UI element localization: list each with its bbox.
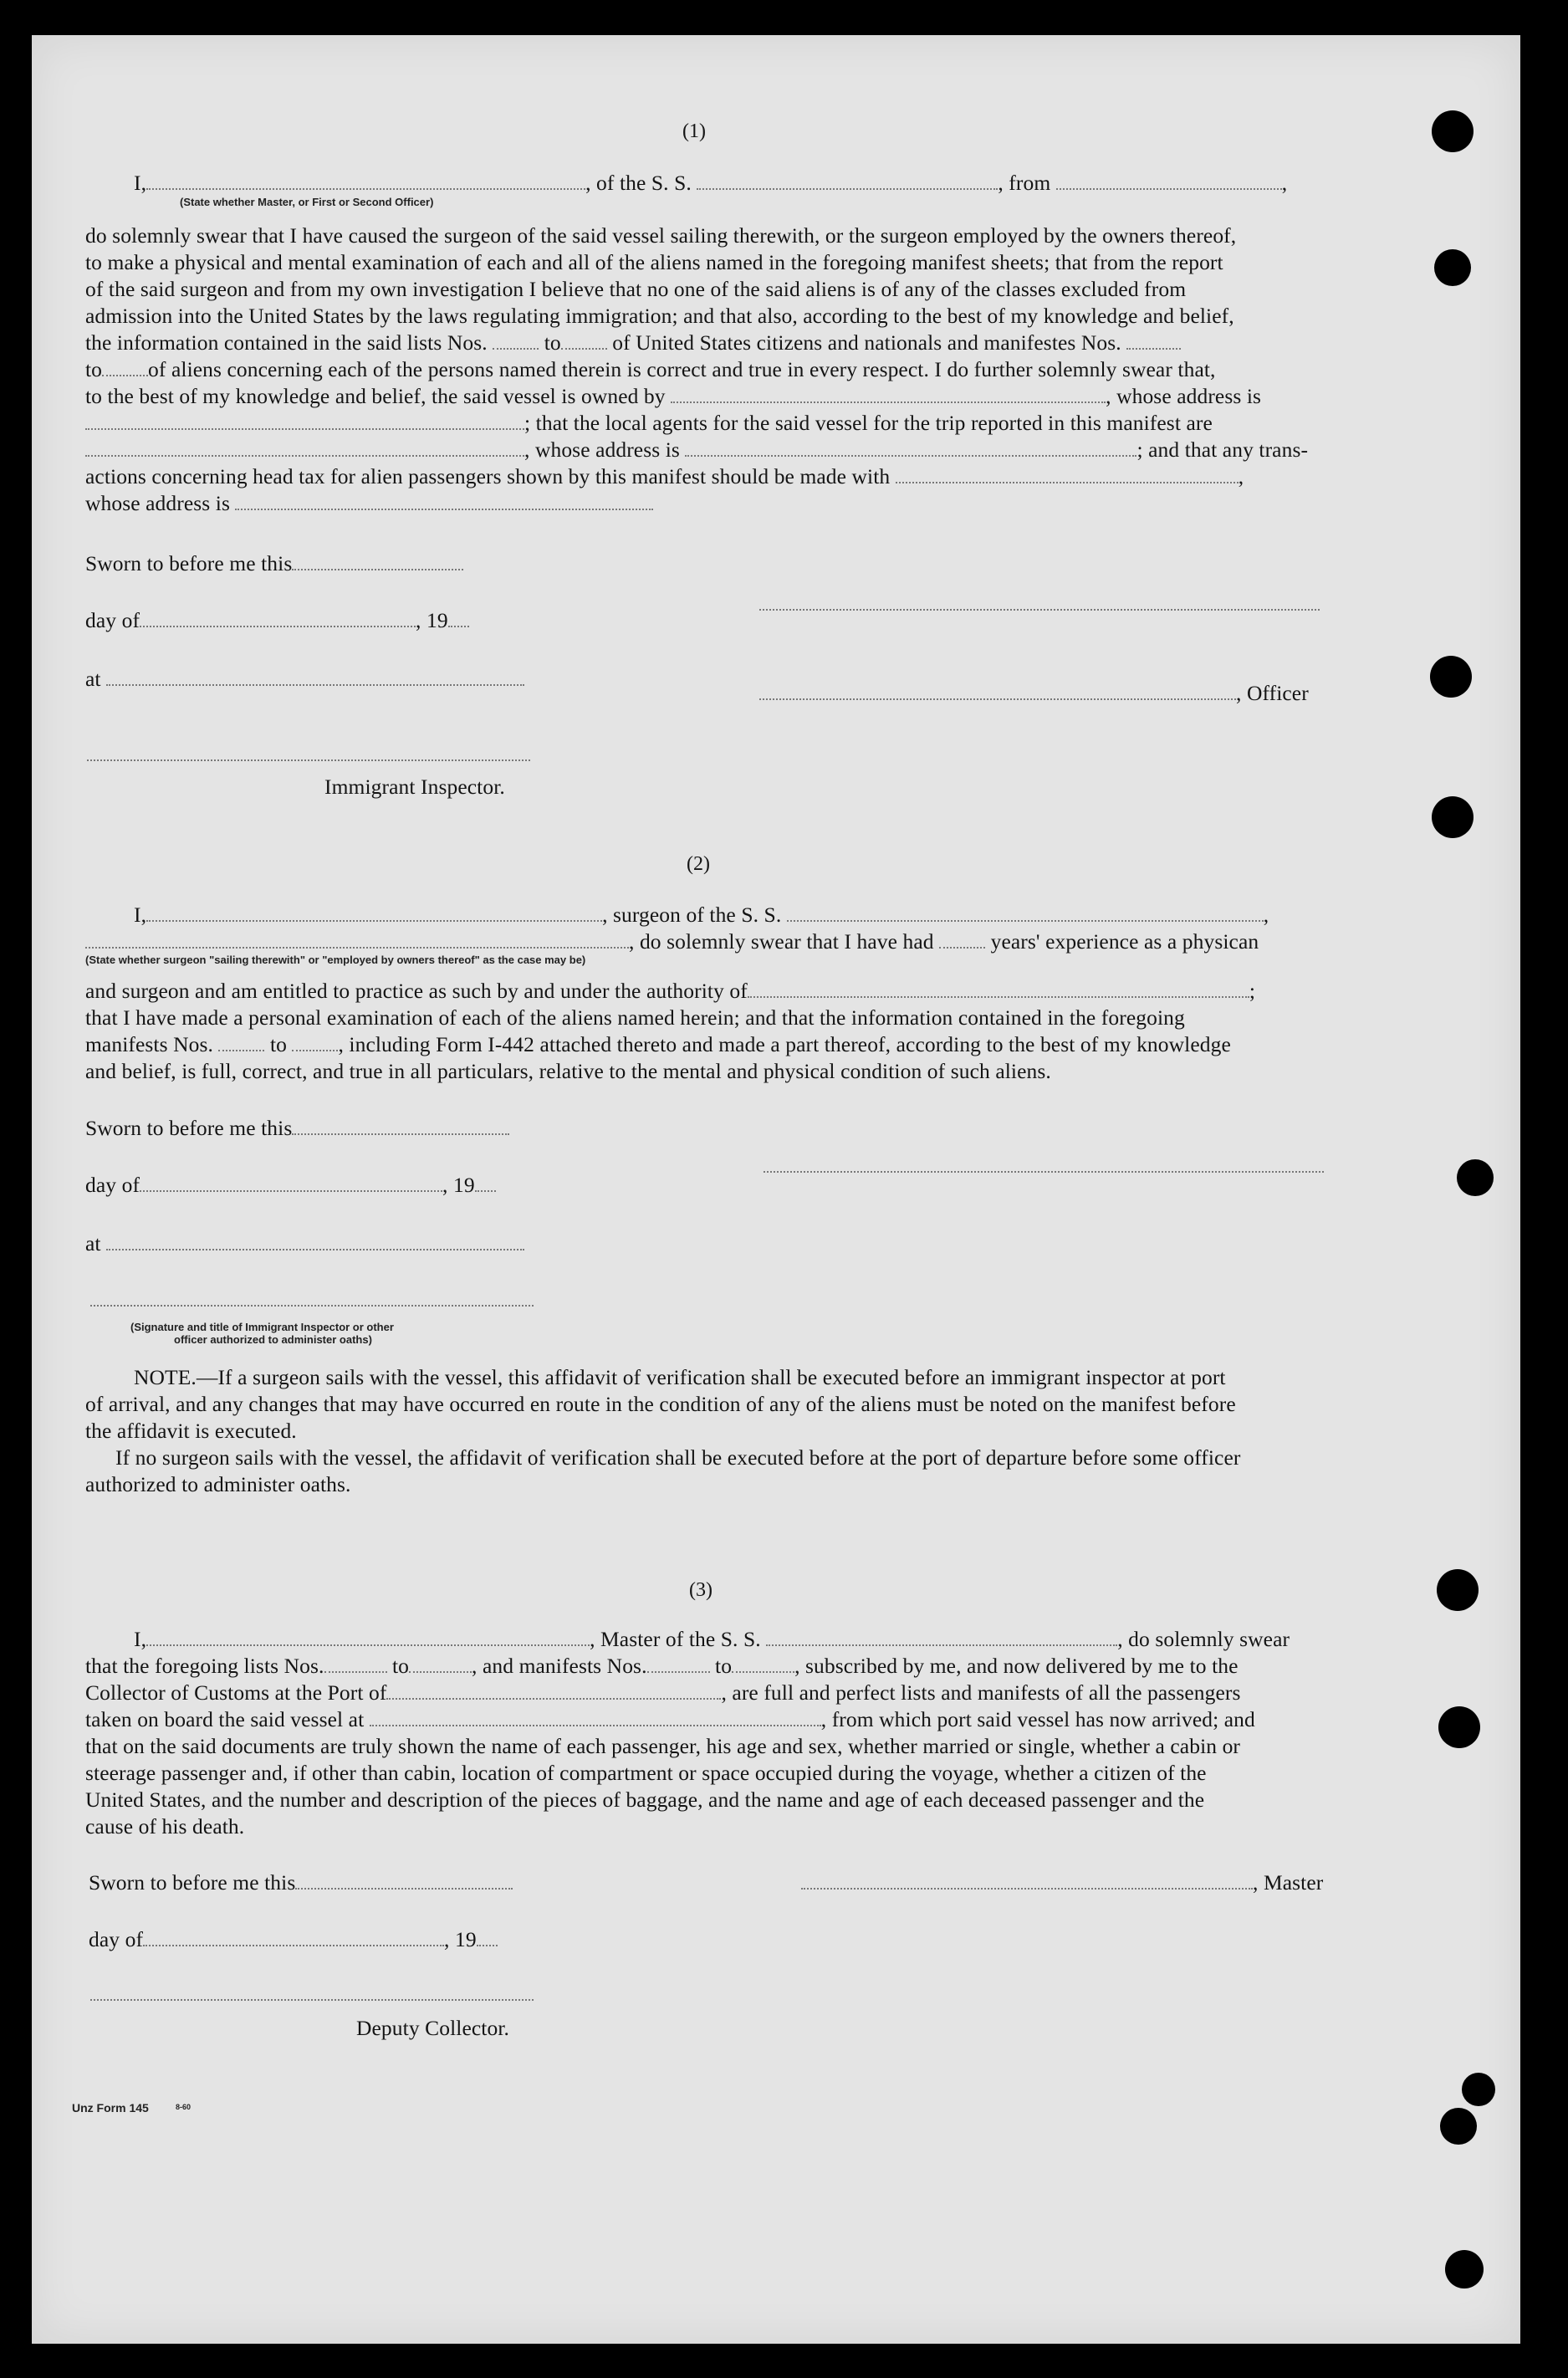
s2-manifest-from-field[interactable] (218, 1035, 264, 1051)
s3-port-field[interactable] (386, 1683, 721, 1700)
owner-name-field[interactable] (671, 386, 1106, 403)
note-line-5: authorized to administer oaths. (85, 1472, 351, 1496)
s2-sworn-date-field[interactable] (292, 1118, 509, 1135)
s1-para-line-6: to of aliens concerning each of the persons named therein is correct and true in every respect. I do further solemnly swear that, (85, 357, 1216, 381)
s1-para-line-10: actions concerning head tax for alien passengers shown by this manifest should be made with , (85, 464, 1244, 488)
form-code: 8-60 (176, 2103, 192, 2111)
s3-dayof-line: day of , 19 (89, 1927, 498, 1952)
s2-line-1: I, , surgeon of the S. S. , (134, 903, 1269, 927)
punch-hole (1438, 1706, 1480, 1748)
citizen-list-to-field[interactable] (561, 333, 607, 350)
s2-para-line-1: and surgeon and am entitled to practice as such by and under the authority of ; (85, 979, 1256, 1003)
s3-deputy-label: Deputy Collector. (356, 2016, 510, 2040)
s3-vessel-field[interactable] (766, 1629, 1117, 1646)
s2-para-line-3: manifests Nos. to , including Form I-442 attached thereto and made a part thereof, according to the best of my knowledge (85, 1032, 1231, 1056)
s1-officer-note: (State whether Master, or First or Second Officer) (180, 196, 434, 208)
s2-dayof-line: day of , 19 (85, 1173, 496, 1198)
s1-officer-line: , Officer (759, 681, 1309, 706)
s1-inspector-label: Immigrant Inspector. (324, 775, 505, 799)
form-number: Unz Form 145 (72, 2101, 149, 2115)
local-agents-field[interactable] (85, 440, 524, 457)
s2-surgeon-note: (State whether surgeon "sailing therewith" or "employed by owners thereof" as the case may be) (85, 954, 586, 966)
punch-hole (1432, 110, 1474, 152)
s3-master-signature-field[interactable] (801, 1873, 1253, 1890)
s2-vessel-field[interactable] (787, 905, 1264, 922)
s2-day-field[interactable] (140, 1175, 442, 1192)
head-tax-contact-field[interactable] (896, 467, 1239, 483)
s1-para-line-3: of the said surgeon and from my own investigation I believe that no one of the said aliens is of any of the classes excluded from (85, 277, 1187, 301)
s2-surgeon-name-field[interactable] (146, 905, 602, 922)
s3-para-line-6: steerage passenger and, if other than cabin, location of compartment or space occupied during the voyage, whether a citizen of the (85, 1761, 1207, 1785)
s2-inspector-signature-line[interactable] (90, 1290, 534, 1307)
s3-lists-to-field[interactable] (409, 1656, 472, 1673)
s1-line-1: I, , of the S. S. , from , (134, 171, 1288, 195)
s1-dayof-line: day of , 19 (85, 608, 469, 633)
punch-hole (1434, 249, 1471, 286)
s3-para-line-7: United States, and the number and description of the pieces of baggage, and the name and age of each deceased passenger and the (85, 1787, 1205, 1812)
s2-year-field[interactable] (475, 1175, 496, 1192)
s1-para-line-8: ; that the local agents for the said vessel for the trip reported in this manifest are (85, 411, 1213, 436)
s2-manifest-to-field[interactable] (292, 1035, 338, 1051)
section-1-number: (1) (682, 120, 706, 142)
s1-para-line-11: whose address is (85, 491, 653, 516)
s2-at-field[interactable] (106, 1234, 524, 1250)
s1-sworn-date-field[interactable] (292, 554, 463, 570)
s1-day-field[interactable] (140, 611, 416, 627)
s3-day-field[interactable] (143, 1930, 444, 1946)
s3-line-1: I, , Master of the S. S. , do solemnly swear (134, 1627, 1290, 1651)
s2-years-field[interactable] (939, 932, 985, 949)
s3-para-line-8: cause of his death. (85, 1814, 245, 1838)
note-line-1: NOTE.—If a surgeon sails with the vessel, this affidavit of verification shall be executed before an immigrant inspector at port (134, 1365, 1226, 1389)
s1-para-line-2: to make a physical and mental examination of each and all of the aliens named in the foregoing manifest sheets; that from the report (85, 250, 1223, 274)
s3-manifests-to-field[interactable] (732, 1656, 794, 1673)
punch-hole (1432, 796, 1474, 838)
punch-hole (1437, 1569, 1479, 1611)
s3-manifests-from-field[interactable] (647, 1656, 710, 1673)
s3-para-line-4: taken on board the said vessel at , from which port said vessel has now arrived; and (85, 1707, 1255, 1731)
s1-officer-signature-field[interactable] (759, 683, 1236, 700)
s1-inspector-line[interactable] (87, 744, 530, 761)
owner-address-field[interactable] (85, 413, 524, 430)
citizen-list-from-field[interactable] (493, 333, 539, 350)
s1-at-line: at (85, 667, 524, 692)
s2-line-2: , do solemnly swear that I have had years' experience as a physican (85, 929, 1259, 954)
s2-sworn-line: Sworn to before me this (85, 1116, 509, 1141)
s1-sworn-line: Sworn to before me this (85, 551, 463, 576)
s1-para-line-9: , whose address is ; and that any trans- (85, 437, 1308, 463)
s2-sig-note-2: officer authorized to administer oaths) (174, 1333, 372, 1346)
form-sheet (32, 35, 1520, 2344)
s3-para-line-2: that the foregoing lists Nos. to , and manifests Nos. to , subscribed by me, and now delivered by me to the (85, 1654, 1239, 1678)
s3-para-line-3: Collector of Customs at the Port of , are full and perfect lists and manifests of all the passengers (85, 1680, 1241, 1705)
s1-signature-line[interactable] (759, 594, 1320, 611)
s2-surgeon-type-field[interactable] (85, 932, 629, 949)
s2-sig-note-1: (Signature and title of Immigrant Inspector or other (130, 1321, 394, 1333)
s3-sworn-line: Sworn to before me this (89, 1870, 513, 1895)
punch-hole (1430, 656, 1472, 698)
manifest-no-field[interactable] (1126, 333, 1181, 350)
head-tax-address-field[interactable] (235, 493, 653, 510)
punch-hole (1440, 2108, 1477, 2145)
from-port-field[interactable] (1056, 173, 1282, 190)
punch-hole (1462, 2073, 1495, 2106)
punch-hole (1457, 1159, 1494, 1196)
s3-lists-from-field[interactable] (324, 1656, 387, 1673)
s3-master-name-field[interactable] (146, 1629, 590, 1646)
section-2-number: (2) (687, 853, 710, 875)
s2-para-line-4: and belief, is full, correct, and true in all particulars, relative to the mental and physical condition of such aliens. (85, 1059, 1051, 1083)
manifest-to-field[interactable] (102, 360, 148, 376)
s1-para-line-1: do solemnly swear that I have caused the surgeon of the said vessel sailing therewith, or the surgeon employed by the owners thereof, (85, 223, 1237, 248)
vessel-name-field[interactable] (697, 173, 998, 190)
s3-sworn-date-field[interactable] (295, 1873, 513, 1890)
s2-authority-field[interactable] (748, 981, 1249, 998)
s1-para-line-7: to the best of my knowledge and belief, the said vessel is owned by , whose address is (85, 384, 1262, 408)
s3-master-line: , Master (801, 1870, 1323, 1895)
s1-at-field[interactable] (106, 669, 524, 686)
s2-para-line-2: that I have made a personal examination of each of the aliens named herein; and that the information contained in the foregoing (85, 1005, 1185, 1030)
s3-deputy-signature-line[interactable] (90, 1984, 534, 2001)
s3-year-field[interactable] (477, 1930, 498, 1946)
agents-address-field[interactable] (685, 440, 1136, 457)
punch-hole (1445, 2250, 1484, 2289)
s1-para-line-5: the information contained in the said lists Nos. to of United States citizens and nationals and manifestes Nos. (85, 330, 1181, 355)
note-line-3: the affidavit is executed. (85, 1419, 297, 1443)
section-3-number: (3) (689, 1579, 712, 1601)
s2-at-line: at (85, 1231, 524, 1256)
s3-para-line-5: that on the said documents are truly shown the name of each passenger, his age and sex, whether married or single, whether a cabin or (85, 1734, 1241, 1758)
note-line-4: If no surgeon sails with the vessel, the affidavit of verification shall be executed before at the port of departure before some officer (115, 1445, 1241, 1470)
s2-signature-line[interactable] (764, 1156, 1324, 1173)
officer-name-field[interactable] (146, 173, 585, 190)
s3-boarding-port-field[interactable] (370, 1710, 821, 1726)
note-line-2: of arrival, and any changes that may have occurred en route in the condition of any of the aliens must be noted on the manifest before (85, 1392, 1236, 1416)
s1-para-line-4: admission into the United States by the laws regulating immigration; and that also, according to the best of my knowledge and belief, (85, 304, 1234, 328)
s1-year-field[interactable] (448, 611, 469, 627)
